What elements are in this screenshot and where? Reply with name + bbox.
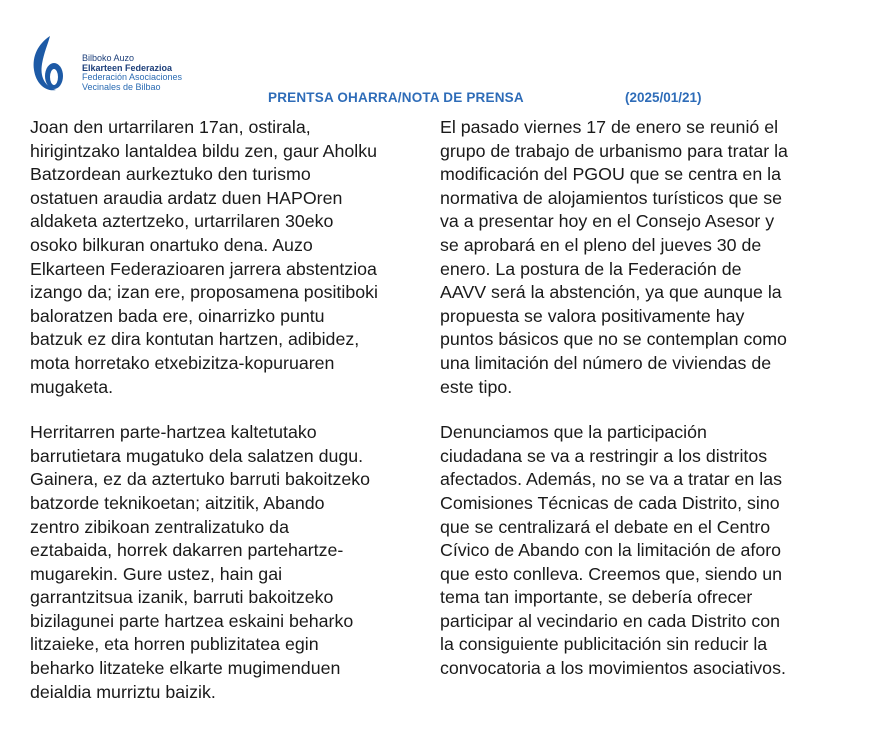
spanish-paragraph-1 — [440, 116, 856, 399]
press-release-date: (2025/01/21) — [625, 90, 702, 105]
text-line: garrantzitsua izanik, barruti bakoitzeko — [30, 587, 334, 608]
text-line: osoko bilkuran onartuko dena. Auzo — [30, 234, 313, 255]
organization-name — [82, 54, 182, 92]
text-line: mota horretako etxebizitza-kopuruaren — [30, 352, 335, 373]
text-line: afectados. Además, no se va a tratar en las — [440, 469, 782, 490]
text-line: tema tan importante, se debería ofrecer — [440, 587, 753, 608]
text-line: beharko litzateke elkarte mugimenduen — [30, 658, 341, 679]
text-line: barrutietara mugatuko dela salatzen dugu. — [30, 445, 364, 466]
text-line: ciudadana se va a restringir a los distritos — [440, 445, 768, 466]
text-line: mugarekin. Gure ustez, hain gai — [30, 563, 283, 584]
text-line: modificación del PGOU que se centra en la — [440, 164, 781, 185]
text-line: que se centralizará el debate en el Centro — [440, 516, 771, 537]
text-line: Joan den urtarrilaren 17an, ostirala, — [30, 117, 311, 137]
text-line: Elkarteen Federazioaren jarrera abstentzioa — [30, 258, 377, 279]
text-line: que esto conlleva. Creemos que, siendo un — [440, 563, 783, 584]
text-line: convocatoria a los movimientos asociativos. — [440, 658, 786, 679]
text-line: Denunciamos que la participación — [440, 422, 707, 443]
text-line: eztabaida, horrek dakarren partehartze- — [30, 540, 344, 561]
text-line: propuesta se valora positivamente hay — [440, 305, 745, 326]
text-line: ostatuen araudia ardatz duen HAPOren — [30, 187, 343, 208]
text-line: grupo de trabajo de urbanismo para tratar la — [440, 140, 788, 161]
text-line: mugaketa. — [30, 376, 114, 397]
text-line: va a presentar hoy en el Consejo Asesor y — [440, 211, 775, 232]
text-line: El pasado viernes 17 de enero se reunió el — [440, 117, 779, 137]
logo-swirl-icon — [30, 34, 78, 94]
text-line: participar al vecindario en cada Distrito con — [440, 610, 780, 631]
text-line: hirigintzako lantaldea bildu zen, gaur Aholku — [30, 140, 377, 161]
text-line: zentro zibikoan zentralizatuko da — [30, 516, 289, 537]
text-line: izango da; izan ere, proposamena positiboki — [30, 282, 378, 303]
org-line-2: Elkarteen Federazioa — [82, 62, 173, 73]
text-line: puntos básicos que no se contemplan como — [440, 329, 787, 350]
text-line: Cívico de Abando con la limitación de aforo — [440, 540, 782, 561]
text-line: la consiguiente publicitación sin reducir la — [440, 634, 768, 655]
text-line: Gainera, ez da aztertuko barruti bakoitzeko — [30, 469, 371, 490]
basque-paragraph-1 — [30, 116, 432, 399]
text-line: Batzordean aurkeztuko den turismo — [30, 164, 311, 185]
text-line: deialdia murriztu baizik. — [30, 681, 216, 702]
basque-column — [30, 116, 432, 704]
text-line: se aprobará en el pleno del jueves 30 de — [440, 234, 762, 255]
text-line: una limitación del número de viviendas de — [440, 352, 772, 373]
federation-logo — [30, 34, 210, 106]
text-line: normativa de alojamientos turísticos que se — [440, 187, 782, 208]
org-line-4: Vecinales de Bilbao — [82, 81, 161, 92]
text-line: batzuk ez dira kontutan hartzen, adibidez, — [30, 329, 360, 350]
text-line: aldaketa aztertzeko, urtarrilaren 30eko — [30, 211, 334, 232]
org-line-1: Bilboko Auzo — [82, 53, 135, 63]
spanish-paragraph-2 — [440, 421, 856, 681]
text-line: baloratzen bada ere, oinarrizko puntu — [30, 305, 325, 326]
text-line: Herritarren parte-hartzea kaltetutako — [30, 422, 317, 443]
text-line: Comisiones Técnicas de cada Distrito, sino — [440, 492, 780, 513]
basque-paragraph-2 — [30, 421, 432, 704]
press-release-title: PRENTSA OHARRA/NOTA DE PRENSA — [268, 90, 524, 105]
text-line: este tipo. — [440, 376, 513, 397]
text-line: batzorde teknikoetan; aitzitik, Abando — [30, 492, 325, 513]
spanish-column — [440, 116, 856, 681]
text-line: litzaieke, eta horren publizitatea egin — [30, 634, 319, 655]
text-line: bizilagunei parte hartzea eskaini beharko — [30, 610, 354, 631]
text-line: AAVV será la abstención, ya que aunque la — [440, 282, 782, 303]
org-line-3: Federación Asociaciones — [82, 72, 183, 82]
text-line: enero. La postura de la Federación de — [440, 258, 742, 279]
